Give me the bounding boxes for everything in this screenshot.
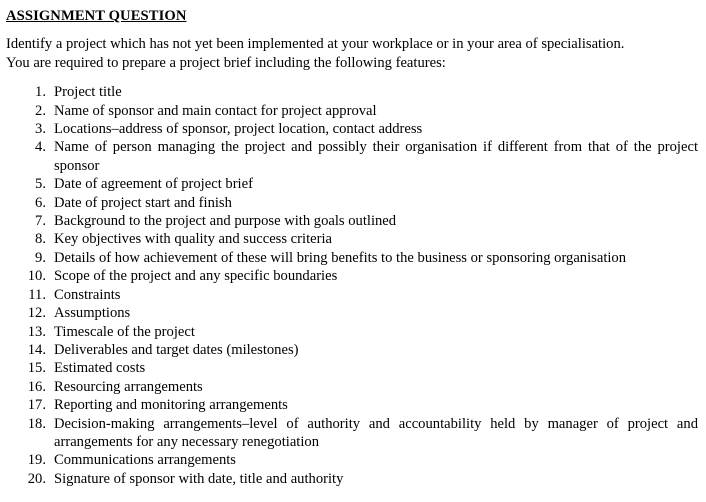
list-item-text: Name of person managing the project and possibly their organisation if different from that of the project sponsor — [54, 139, 698, 174]
assignment-heading: ASSIGNMENT QUESTION — [6, 8, 187, 24]
list-item-text: Deliverables and target dates (milestones) — [54, 341, 299, 358]
list-item — [6, 267, 698, 285]
list-item — [6, 341, 698, 359]
list-item-number: 15. — [27, 360, 46, 377]
list-item-text: Signature of sponsor with date, title and authority — [54, 470, 344, 487]
list-item — [6, 323, 698, 341]
list-item-number: 8. — [35, 231, 46, 248]
list-item — [6, 194, 698, 212]
list-item-number: 7. — [35, 213, 46, 230]
list-item-text: Estimated costs — [54, 360, 146, 377]
list-item-text: Locations–address of sponsor, project location, contact address — [54, 121, 423, 138]
feature-list — [6, 83, 698, 488]
list-item — [6, 451, 698, 469]
list-item — [6, 396, 698, 414]
list-item-number: 14. — [27, 341, 46, 358]
list-item-text: Constraints — [54, 286, 121, 303]
list-item-number: 1. — [35, 84, 46, 101]
list-item-text: Date of project start and finish — [54, 194, 232, 211]
list-item-text: Background to the project and purpose with goals outlined — [54, 213, 397, 230]
list-item-text: Details of how achievement of these will bring benefits to the business or sponsoring organisation — [54, 249, 627, 266]
list-item-text: Key objectives with quality and success criteria — [54, 231, 333, 248]
list-item-number: 17. — [27, 397, 46, 414]
list-item-text: Communications arrangements — [54, 452, 236, 469]
list-item-number: 11. — [28, 286, 46, 303]
list-item — [6, 378, 698, 396]
list-item-number: 10. — [27, 268, 46, 285]
list-item-text: Scope of the project and any specific boundaries — [54, 268, 338, 285]
list-item-number: 9. — [35, 249, 46, 266]
list-item — [6, 470, 698, 488]
list-item — [6, 120, 698, 138]
list-item-number: 20. — [27, 470, 46, 487]
intro-paragraph — [6, 35, 698, 72]
list-item-text: Date of agreement of project brief — [54, 176, 253, 193]
intro-line-1: Identify a project which has not yet been implemented at your workplace or in your area of specialisation. — [6, 36, 625, 53]
list-item-text: Resourcing arrangements — [54, 378, 203, 395]
list-item-number: 18. — [27, 415, 46, 432]
list-item — [6, 102, 698, 120]
list-item — [6, 138, 698, 175]
list-item-number: 13. — [27, 323, 46, 340]
list-item-number: 2. — [35, 102, 46, 119]
list-item — [6, 212, 698, 230]
list-item-number: 4. — [35, 139, 46, 156]
list-item-text: Name of sponsor and main contact for project approval — [54, 102, 377, 119]
list-item — [6, 304, 698, 322]
list-item-number: 16. — [27, 378, 46, 395]
list-item-text: Assumptions — [54, 305, 131, 322]
list-item-number: 6. — [35, 194, 46, 211]
list-item — [6, 175, 698, 193]
list-item-number: 12. — [27, 305, 46, 322]
list-item-text: Reporting and monitoring arrangements — [54, 397, 288, 414]
list-item — [6, 230, 698, 248]
list-item-text: Project title — [54, 84, 122, 101]
list-item — [6, 359, 698, 377]
list-item — [6, 83, 698, 101]
list-item-text: Timescale of the project — [54, 323, 195, 340]
intro-line-2: You are required to prepare a project brief including the following features: — [6, 54, 446, 71]
list-item-number: 3. — [35, 121, 46, 138]
list-item — [6, 249, 698, 267]
list-item-text: Decision-making arrangements–level of authority and accountability held by manager of project and arrangements for any necessary renegotiation — [54, 415, 698, 450]
list-item-number: 19. — [27, 452, 46, 469]
list-item-number: 5. — [35, 176, 46, 193]
list-item — [6, 286, 698, 304]
list-item — [6, 415, 698, 452]
